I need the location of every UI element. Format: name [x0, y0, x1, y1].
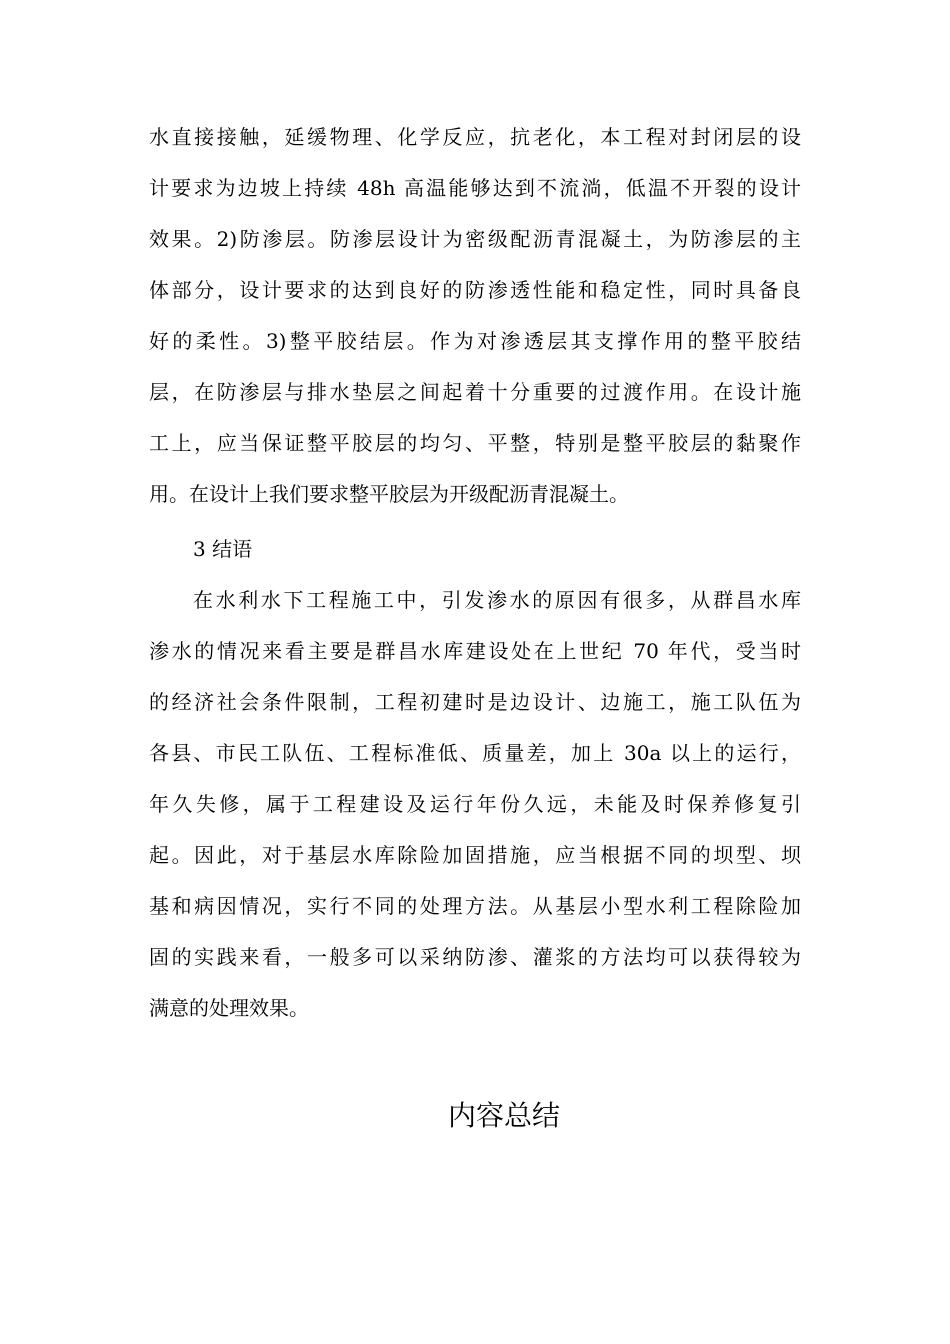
section-heading-conclusion: 3 结语: [193, 537, 253, 561]
paragraph-line: 满意的处理效果。: [149, 996, 309, 1020]
paragraph-line: 渗水的情况来看主要是群昌水库建设处在上世纪 70 年代，受当时: [149, 639, 801, 663]
paragraph-line: 水直接接触，延缓物理、化学反应，抗老化，本工程对封闭层的设: [149, 125, 801, 149]
paragraph-line: 效果。2)防渗层。防渗层设计为密级配沥青混凝土，为防渗层的主: [149, 227, 801, 251]
paragraph-line: 基和病因情况，实行不同的处理方法。从基层小型水利工程除险加: [149, 894, 801, 918]
paragraph-anti-seepage-layers: [149, 112, 801, 520]
paragraph-line: 好的柔性。3)整平胶结层。作为对渗透层其支撑作用的整平胶结: [149, 329, 801, 353]
summary-heading: 内容总结: [447, 1099, 560, 1132]
paragraph-line: 计要求为边坡上持续 48h 高温能够达到不流淌，低温不开裂的设计: [149, 176, 801, 200]
paragraph-line: 各县、市民工队伍、工程标准低、质量差，加上 30a 以上的运行，: [149, 741, 801, 765]
paragraph-line: 固的实践来看，一般多可以采纳防渗、灌浆的方法均可以获得较为: [149, 945, 801, 969]
paragraph-line: 工上，应当保证整平胶层的均匀、平整，特别是整平胶层的黏聚作: [149, 431, 801, 455]
paragraph-line: 在水利水下工程施工中，引发渗水的原因有很多，从群昌水库: [193, 588, 801, 612]
paragraph-conclusion: [149, 575, 801, 1034]
paragraph-line: 层，在防渗层与排水垫层之间起着十分重要的过渡作用。在设计施: [149, 380, 801, 404]
paragraph-line: 起。因此，对于基层水库除险加固措施，应当根据不同的坝型、坝: [149, 843, 801, 867]
paragraph-line: 的经济社会条件限制，工程初建时是边设计、边施工，施工队伍为: [149, 690, 801, 714]
paragraph-line: 体部分，设计要求的达到良好的防渗透性能和稳定性，同时具备良: [149, 278, 801, 302]
paragraph-line: 用。在设计上我们要求整平胶层为开级配沥青混凝土。: [149, 482, 629, 506]
paragraph-line: 年久失修，属于工程建设及运行年份久远，未能及时保养修复引: [149, 792, 801, 816]
